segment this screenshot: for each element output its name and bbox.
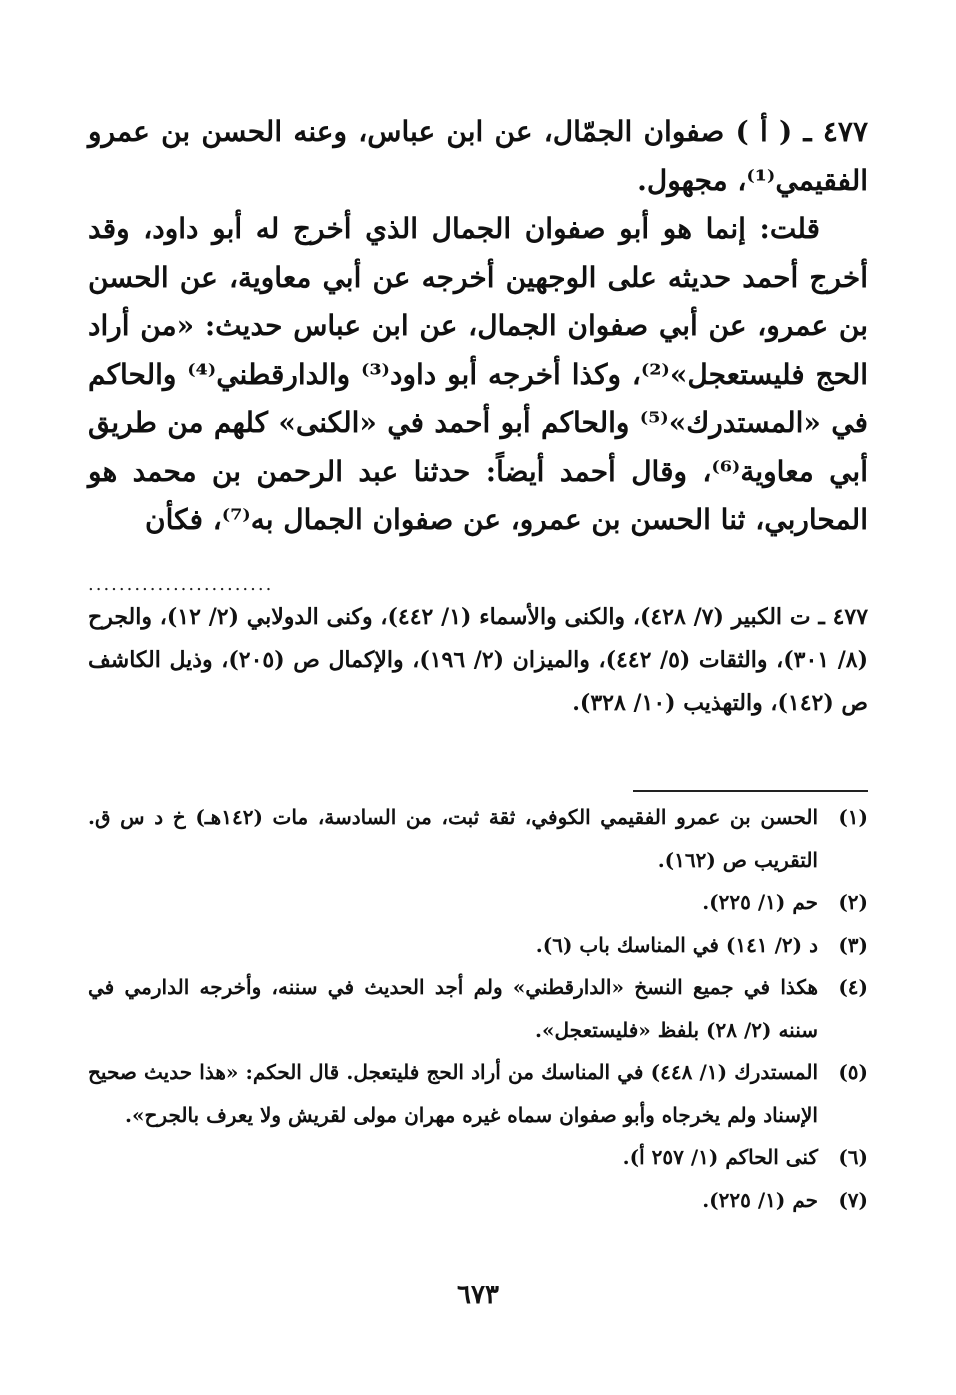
footnote-text: كنى الحاكم (١/ ٢٥٧ أ). bbox=[622, 1145, 818, 1169]
footnote-number: (٤) bbox=[838, 975, 868, 999]
footnote-number: (٢) bbox=[838, 890, 868, 914]
footnote-number: (٦) bbox=[838, 1145, 868, 1169]
footnote-item bbox=[88, 1179, 868, 1222]
footnote-item bbox=[88, 924, 868, 967]
footnote-number: (٥) bbox=[838, 1060, 868, 1084]
footnotes bbox=[88, 796, 868, 1221]
footnote-item bbox=[88, 1051, 868, 1136]
footnote-text: د (٢/ ١٤١) في المناسك باب (٦). bbox=[535, 932, 818, 957]
dotted-separator: ........................ bbox=[88, 574, 274, 595]
footnote-item bbox=[88, 1136, 868, 1179]
page-number: ٦٧٣ bbox=[457, 1280, 499, 1310]
footnote-text: المستدرك (١/ ٤٤٨) في المناسك من أراد الحج فليتعجل. قال الحكم: «هذا حديث صحيح الإسناد ولم يخرجاه وأبو صفوان سماه غيره مهران مولى لقريش ولا يعرف بالجرح». bbox=[88, 1060, 818, 1127]
footnote-number: (٧) bbox=[838, 1187, 868, 1212]
footnote-text: الحسن بن عمرو الفقيمي الكوفي، ثقة ثبت، من السادسة، مات (١٤٢هـ) خ د س ق. التقريب ص (١٦٢). bbox=[88, 805, 819, 872]
main-text bbox=[88, 108, 868, 545]
entry-paragraph-2: قلت: إنما هو أبو صفوان الجمال الذي أخرج له أبو داود، وقد أخرج أحمد حديثه على الوجهين أخرجه عن أبي معاوية، عن الحسن بن عمرو، عن أبي صفوان الجمال، عن ابن عباس حديث: «من أراد الحج فليستعجل»⁽²⁾، وكذا أخرجه أبو داود⁽³⁾ والدارقطني⁽⁴⁾ والحاكم في «المستدرك»⁽⁵⁾ والحاكم أبو أحمد في «الكنى» كلهم من طريق أبي معاوية⁽⁶⁾، وقال أحمد أيضاً: حدثنا عبد الرحمن بن محمد هو المحاربي، ثنا الحسن بن عمرو، عن صفوان الجمال به⁽⁷⁾، فكأن bbox=[88, 212, 869, 536]
footnote-separator-line bbox=[633, 790, 868, 792]
footnote-item bbox=[88, 796, 868, 881]
footnote-text: حم (١/ ٢٢٥). bbox=[702, 1187, 818, 1212]
footnote-number: (٣) bbox=[838, 932, 868, 957]
footnote-item bbox=[88, 881, 868, 924]
footnote-text: هكذا في جميع النسخ «الدارقطني» ولم أجد الحديث في سننه، وأخرجه الدارمي في سننه (٢/ ٢٨) بلفظ «فليستعجل». bbox=[88, 975, 818, 1042]
entry-paragraph-1: ٤٧٧ ـ ( أ ) صفوان الجمّال، عن ابن عباس، وعنه الحسن بن عمرو الفقيمي⁽¹⁾، مجهول. bbox=[88, 115, 868, 197]
footnote-number: (١) bbox=[838, 805, 868, 829]
footnote-text: حم (١/ ٢٢٥). bbox=[702, 890, 818, 914]
takhrij-section bbox=[88, 596, 868, 725]
takhrij-text: ٤٧٧ ـ ت الكبير (٧/ ٤٢٨)، والكنى والأسماء (١/ ٤٤٢)، وكنى الدولابي (٢/ ١٢)، والجرح (٨/ ٣٠١)، والثقات (٥/ ٤٤٢)، والميزان (٢/ ١٩٦)، والإكمال ص (٢٠٥)، وذيل الكاشف ص (١٤٢)، والتهذيب (١٠/ ٣٢٨). bbox=[88, 604, 869, 716]
footnote-item bbox=[88, 966, 868, 1051]
